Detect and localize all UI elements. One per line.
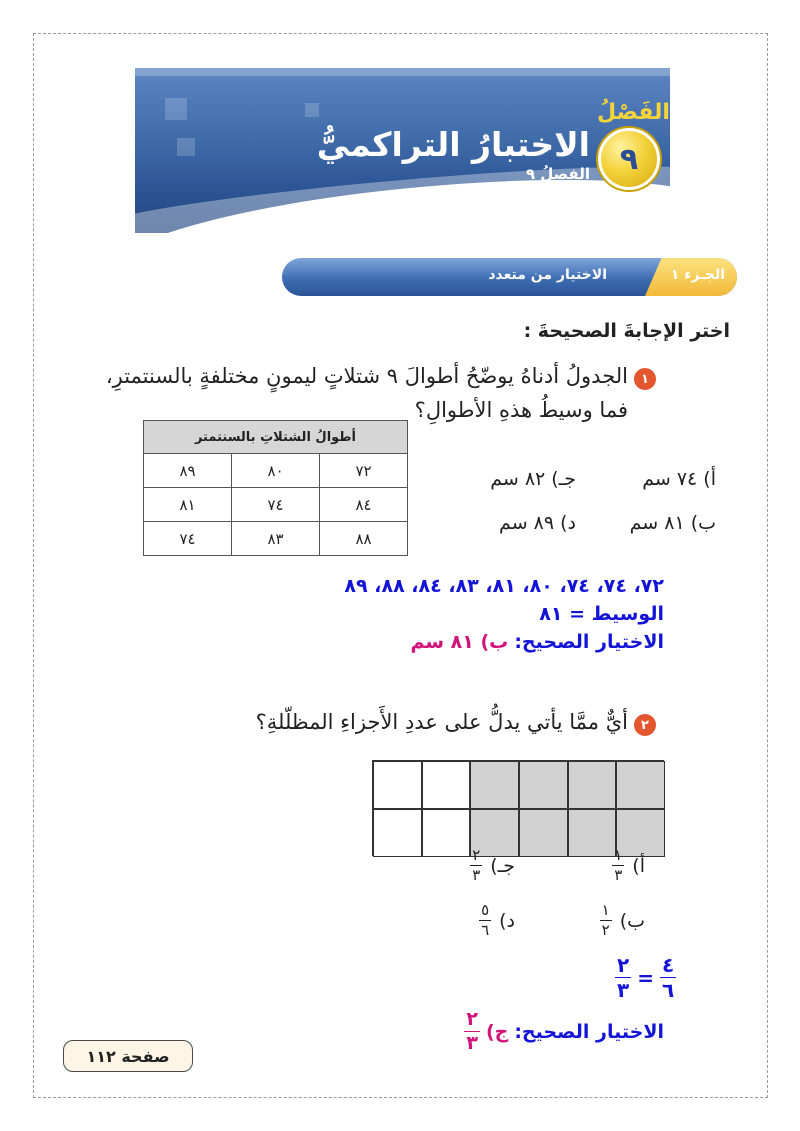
q1-option-d[interactable]: د) ٨٩ سم [499, 512, 576, 534]
q1-median-line: الوسيط = ٨١ [539, 603, 664, 625]
section-label: الاختيار من متعدد [488, 267, 607, 283]
table-row: ٨٨ ٨٣ ٧٤ [144, 522, 408, 556]
chapter-number-badge: ٩ [598, 128, 660, 190]
chapter-word: الفَصْلُ [597, 100, 670, 125]
q1-option-a[interactable]: أ) ٧٤ سم [642, 468, 716, 490]
instruction: اختر الإجابةَ الصحيحةَ : [523, 320, 730, 342]
table-row: ٨٤ ٧٤ ٨١ [144, 488, 408, 522]
q2-option-b[interactable]: ب) $\frac{١}{٢}$ [601, 901, 645, 939]
page-number-box: صفحة ١١٢ [63, 1040, 193, 1072]
q2-option-c[interactable]: جـ) $\frac{٢}{٣}$ [472, 846, 515, 884]
shaded-grid [372, 760, 664, 856]
grid-cell [373, 761, 422, 809]
question-2-number: ٢ [634, 714, 656, 736]
page-subtitle: الفصلُ ٩ [525, 165, 590, 183]
grid-cell [422, 809, 471, 857]
grid-cell [519, 809, 568, 857]
question-1-number: ١ [634, 368, 656, 390]
q1-answer: الاختيار الصحيح: ب) ٨١ سم [410, 631, 664, 653]
grid-cell [568, 809, 617, 857]
grid-cell [568, 761, 617, 809]
q2-option-a[interactable]: أ) $\frac{١}{٣}$ [614, 846, 645, 884]
grid-cell [422, 761, 471, 809]
table-header: أطوالُ الشتلاتِ بالسنتمتر [144, 421, 408, 454]
q1-option-b[interactable]: ب) ٨١ سم [629, 512, 716, 534]
question-1-text-2: فما وسيطُ هذهِ الأطوالِ؟ [414, 398, 628, 422]
table-row: ٧٢ ٨٠ ٨٩ [144, 454, 408, 488]
section-part: الجـزء ١ [670, 267, 725, 283]
q1-option-c[interactable]: جـ) ٨٢ سم [490, 468, 576, 490]
q2-option-d[interactable]: د) $\frac{٥}{٦}$ [481, 901, 515, 939]
q2-equivalence: $\frac{٢}{٣}$ = $\frac{٤}{٦}$ [617, 953, 675, 1002]
q1-sorted-values: ٧٢، ٧٤، ٧٤، ٨٠، ٨١، ٨٣، ٨٤، ٨٨، ٨٩ [344, 575, 664, 597]
grid-cell [616, 761, 665, 809]
lengths-table [143, 420, 408, 556]
page-title: الاختبارُ التراكميُّ [316, 125, 590, 164]
question-2-text: أيٌّ ممَّا يأتي يدلُّ على عددِ الأَجزاءِ المظلّلةِ؟ [255, 710, 628, 734]
grid-cell [373, 809, 422, 857]
grid-cell [519, 761, 568, 809]
question-1-text: الجدولُ أدناهُ يوضّحُ أطوالَ ٩ شتلاتٍ ليمونٍ مختلفةٍ بالسنتمترِ، [105, 364, 628, 388]
grid-cell [470, 761, 519, 809]
section-bar [282, 258, 737, 296]
q2-answer: الاختيار الصحيح: ج) $\frac{٢}{٣}$ [466, 1008, 664, 1054]
